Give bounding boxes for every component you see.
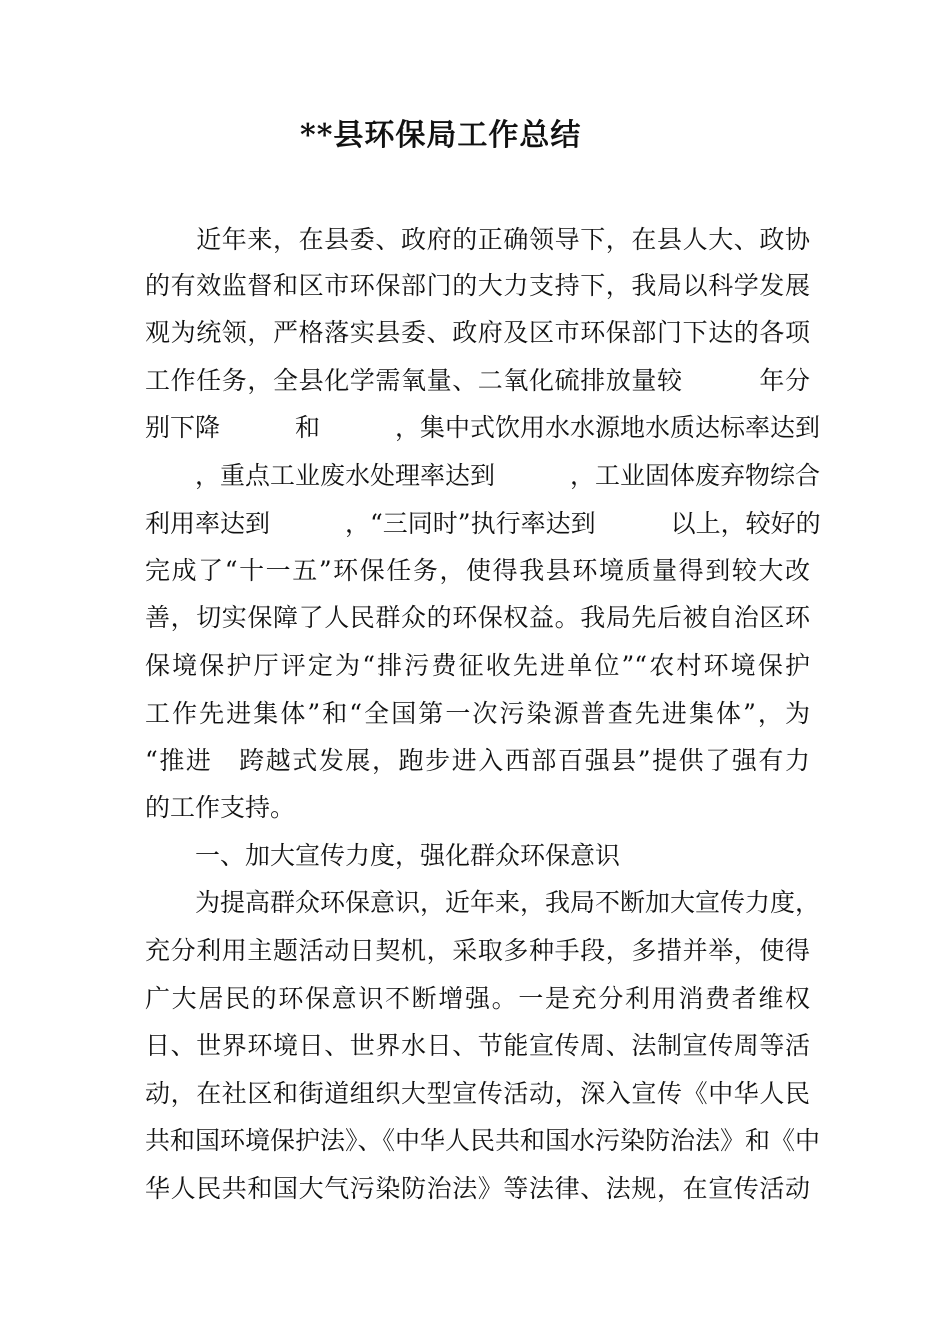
body-line: 近年来，在县委、政府的正确领导下，在县人大、政协 <box>145 225 810 254</box>
body-line: 完成了“十一五”环保任务，使得我县环境质量得到较大改 <box>145 556 810 585</box>
body-line: 动，在社区和街道组织大型宣传活动，深入宣传《中华人民 <box>145 1079 810 1108</box>
section-heading: 一、加大宣传力度，强化群众环保意识 <box>145 841 621 870</box>
body-line: 别下降 和 ，集中式饮用水水源地水质达标率达到 <box>145 413 821 442</box>
body-line: 工作先进集体”和“全国第一次污染源普查先进集体”，为 <box>145 699 810 728</box>
document-title: **县环保局工作总结 <box>300 118 582 153</box>
body-line: 善，切实保障了人民群众的环保权益。我局先后被自治区环 <box>145 603 810 632</box>
body-line: 的有效监督和区市环保部门的大力支持下，我局以科学发展 <box>145 271 810 300</box>
body-line: 保境保护厅评定为“排污费征收先进单位”“农村环境保护 <box>145 651 810 680</box>
body-line: 华人民共和国大气污染防治法》等法律、法规，在宣传活动 <box>145 1174 810 1203</box>
body-line: 观为统领，严格落实县委、政府及区市环保部门下达的各项 <box>145 318 810 347</box>
body-line: “推进 跨越式发展，跑步进入西部百强县”提供了强有力 <box>145 746 810 775</box>
body-line: ，重点工业废水处理率达到 ，工业固体废弃物综合 <box>145 461 821 490</box>
body-line: 共和国环境保护法》、《中华人民共和国水污染防治法》和《中 <box>145 1126 821 1155</box>
body-line: 广大居民的环保意识不断增强。一是充分利用消费者维权 <box>145 984 810 1013</box>
body-line: 工作任务，全县化学需氧量、二氧化硫排放量较 年分 <box>145 366 810 395</box>
body-line: 充分利用主题活动日契机，采取多种手段，多措并举，使得 <box>145 936 810 965</box>
body-line: 的工作支持。 <box>145 793 296 822</box>
body-line: 利用率达到 ，“三同时”执行率达到 以上，较好的 <box>145 509 821 538</box>
body-line: 日、世界环境日、世界水日、节能宣传周、法制宣传周等活 <box>145 1031 810 1060</box>
body-line: 为提高群众环保意识，近年来，我局不断加大宣传力度， <box>145 888 821 917</box>
